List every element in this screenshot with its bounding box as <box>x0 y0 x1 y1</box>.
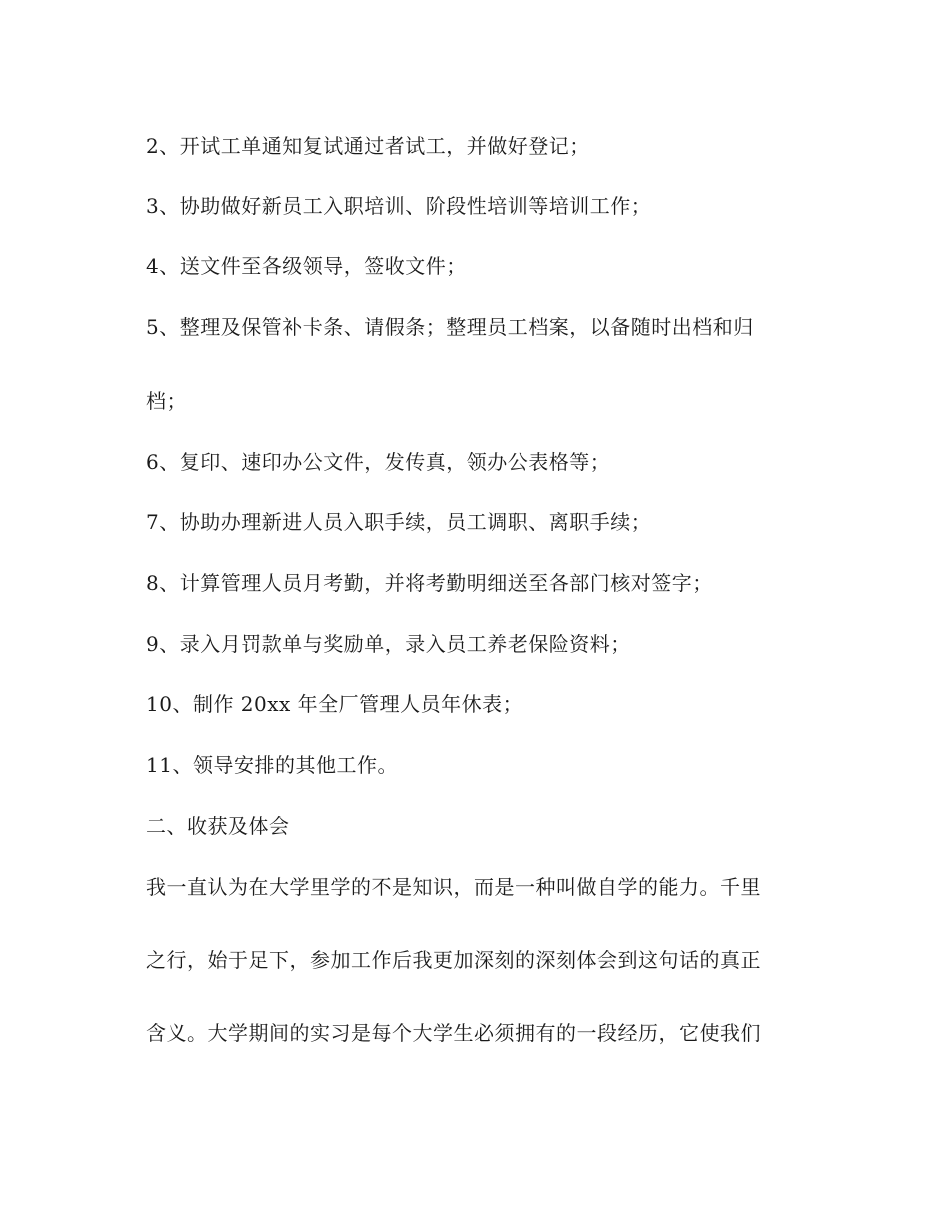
list-item-5: 5、整理及保管补卡条、请假条；整理员工档案，以备随时出档和归 <box>146 315 754 339</box>
list-item-4: 4、送文件至各级领导，签收文件； <box>146 254 467 278</box>
list-item-3: 3、协助做好新员工入职培训、阶段性培训等培训工作； <box>146 194 652 218</box>
section-heading: 二、收获及体会 <box>146 814 290 838</box>
list-item-7: 7、协助办理新进人员入职手续，员工调职、离职手续； <box>146 510 652 534</box>
paragraph-line: 含义。大学期间的实习是每个大学生必须拥有的一段经历，它使我们 <box>146 1021 761 1045</box>
list-item-10: 10、制作 20xx 年全厂管理人员年休表； <box>146 692 524 716</box>
list-item-9: 9、录入月罚款单与奖励单，录入员工养老保险资料； <box>146 632 631 656</box>
list-item-11: 11、领导安排的其他工作。 <box>146 753 398 777</box>
list-item-5-continued: 档； <box>146 389 187 413</box>
list-item-6: 6、复印、速印办公文件，发传真，领办公表格等； <box>146 450 611 474</box>
paragraph-line: 之行，始于足下，参加工作后我更加深刻的深刻体会到这句话的真正 <box>146 948 761 972</box>
paragraph-line: 我一直认为在大学里学的不是知识，而是一种叫做自学的能力。千里 <box>146 875 761 899</box>
list-item-2: 2、开试工单通知复试通过者试工，并做好登记； <box>146 134 590 158</box>
list-item-8: 8、计算管理人员月考勤，并将考勤明细送至各部门核对签字； <box>146 571 713 595</box>
